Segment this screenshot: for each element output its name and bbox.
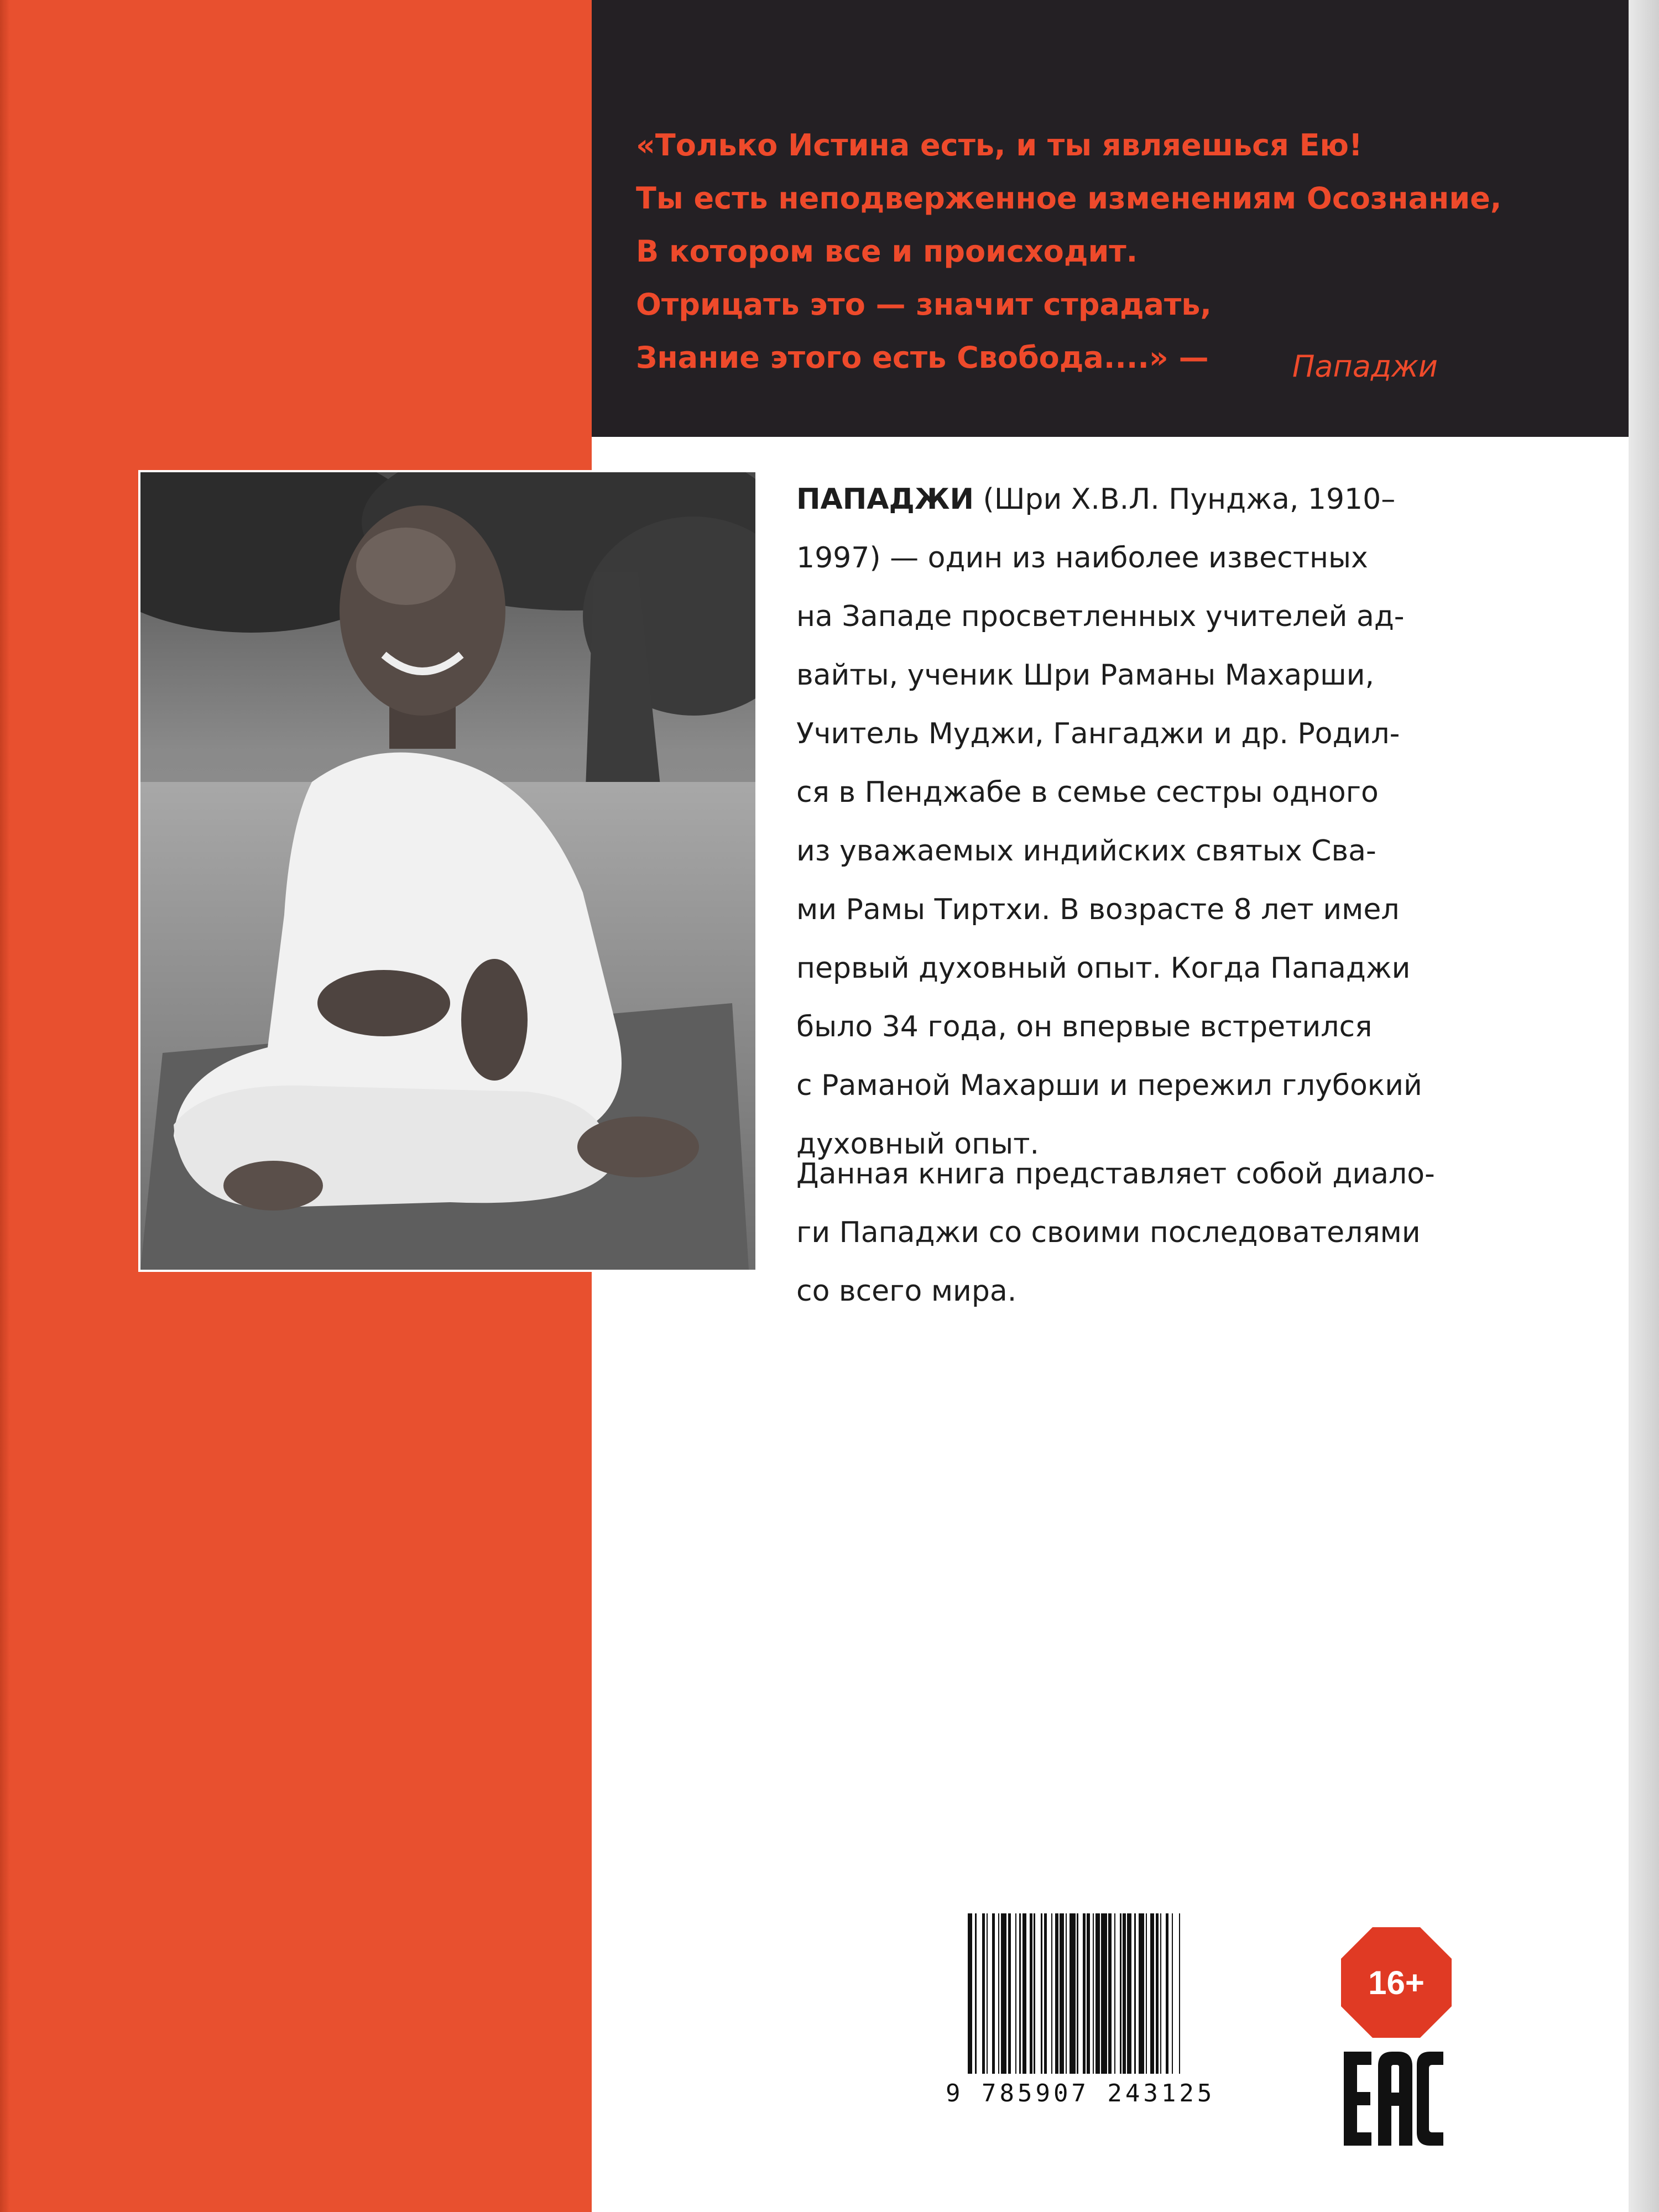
quote-line: В котором все и происходит. — [636, 234, 1138, 269]
barcode-bar — [1022, 1913, 1027, 2074]
bio-line: на Западе просветленных учителей ад- — [796, 600, 1405, 633]
barcode-gap — [1115, 1913, 1120, 2074]
quote-line: Ты есть неподверженное изменениям Осознание, — [636, 181, 1502, 216]
barcode-bar — [1127, 1913, 1131, 2074]
isbn-digits: 9 785907 243125 — [946, 2079, 1215, 2107]
barcode-bar — [1139, 1913, 1144, 2074]
page-edge — [1629, 0, 1659, 2212]
bio-line: ми Рамы Тиртхи. В возрасте 8 лет имел — [796, 893, 1400, 926]
bio-line: было 34 года, он впервые встретился — [796, 1010, 1373, 1044]
bio-line: первый духовный опыт. Когда Пападжи — [796, 952, 1411, 985]
barcode-gap — [1011, 1913, 1015, 2074]
barcode-gap — [1035, 1913, 1041, 2074]
barcode-bar — [1101, 1913, 1107, 2074]
eac-logo — [1338, 2046, 1449, 2151]
bio-first-line — [796, 470, 1593, 529]
bio-line: с Раманой Махарши и пережил глубокий — [796, 1069, 1422, 1102]
book-description — [796, 1145, 1593, 1321]
eac-logo-icon — [1338, 2046, 1449, 2151]
bio-line: 1997) — один из наиболее известных — [796, 541, 1368, 575]
quote-line: Отрицать это — значит страдать, — [636, 287, 1212, 322]
barcode-bar — [1150, 1913, 1155, 2074]
age-rating-text: 16+ — [1368, 1964, 1425, 2001]
barcode-bar — [1095, 1913, 1100, 2074]
barcode-bar — [1060, 1913, 1064, 2074]
isbn-barcode — [946, 1913, 1272, 2112]
biography — [796, 470, 1593, 1173]
author-name: ПАПАДЖИ — [796, 483, 974, 516]
age-rating-badge — [1338, 1924, 1454, 2041]
bio-line: ся в Пенджабе в семье сестры одного — [796, 776, 1379, 809]
bio-line: из уважаемых индийских святых Сва- — [796, 834, 1376, 868]
description-line: со всего мира. — [796, 1275, 1017, 1308]
barcode-bars — [968, 1913, 1266, 2074]
bio-line: духовный опыт. — [796, 1128, 1040, 1161]
barcode-gap — [988, 1913, 992, 2074]
quote-line: «Только Истина есть, и ты являешься Ею! — [636, 128, 1363, 163]
barcode-bar — [968, 1913, 972, 2074]
barcode-gap — [1078, 1913, 1083, 2074]
description-line: ги Пападжи со своими последователями — [796, 1216, 1421, 1249]
description-line: Данная книга представляет собой диало- — [796, 1157, 1435, 1191]
barcode-gap — [977, 1913, 982, 2074]
quote-author: Пападжи — [1292, 349, 1438, 384]
quote-line: Знание этого есть Свобода....» — — [636, 340, 1209, 375]
bio-text: (Шри Х.В.Л. Пунджа, 1910– — [974, 483, 1396, 516]
portrait-photo — [138, 470, 758, 1272]
barcode-bar — [1070, 1913, 1075, 2074]
spine-edge — [0, 0, 10, 2212]
bio-line: вайты, ученик Шри Раманы Махарши, — [796, 659, 1375, 692]
bio-line: Учитель Муджи, Гангаджи и др. Родил- — [796, 717, 1400, 750]
barcode-bar — [1001, 1913, 1006, 2074]
barcode-gap — [1180, 1913, 1182, 2074]
barcode-gap — [1161, 1913, 1166, 2074]
barcode-gap — [1173, 1913, 1178, 2074]
barcode-gap — [1047, 1913, 1051, 2074]
portrait-photo-icon — [140, 472, 755, 1270]
